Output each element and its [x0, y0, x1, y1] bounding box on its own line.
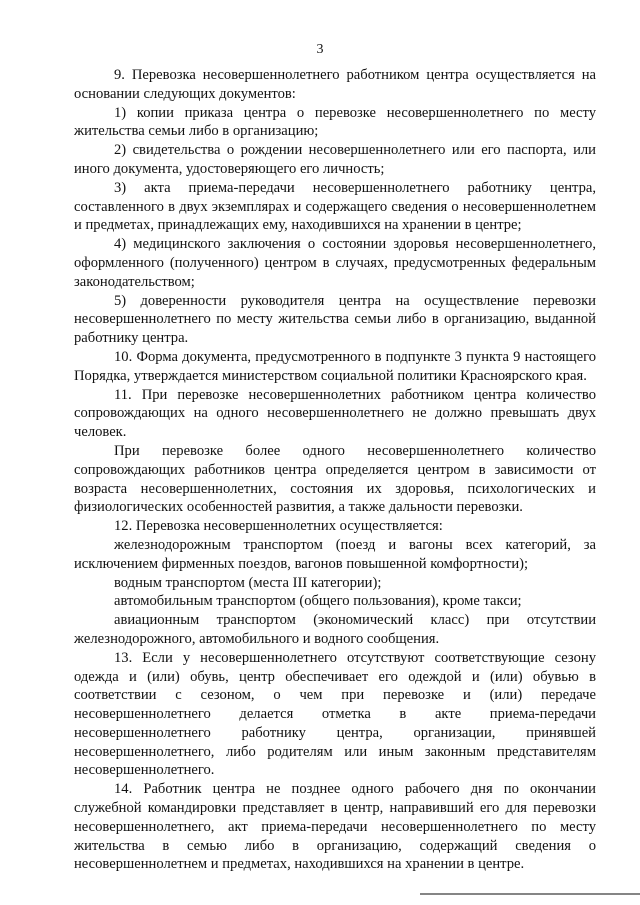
- paragraph-9-item-3: 3) акта приема-передачи несовершеннолетнего работнику центра, составленного в двух экземплярах и содержащего сведения о несовершеннолетнем и предметах, принадлежащих ему, находившихся на хранении в центре;: [74, 179, 596, 234]
- paragraph-12-air: авиационным транспортом (экономический класс) при отсутствии железнодорожного, автомобильного и водного сообщения.: [74, 612, 596, 647]
- paragraph-9-item-2: 2) свидетельства о рождении несовершеннолетнего или его паспорта, или иного документа, удостоверяющего его личность;: [74, 142, 596, 177]
- paragraph-11: 11. При перевозке несовершеннолетних работником центра количество сопровождающих на одного несовершеннолетнего не должно превышать двух человек.: [74, 386, 596, 441]
- paragraph-11-continued: При перевозке более одного несовершеннолетнего количество сопровождающих работников центра определяется центром в зависимости от возраста несовершеннолетних, состояния их здоровья, психологических и физиологических особенностей развития, а также дальности перевозки.: [74, 442, 596, 516]
- paragraph-12-road: автомобильным транспортом (общего пользования), кроме такси;: [114, 593, 522, 610]
- paragraph-12-rail: железнодорожным транспортом (поезд и вагоны всех категорий, за исключением фирменных поездов, вагонов повышенной комфортности);: [74, 536, 596, 572]
- paragraph-13: 13. Если у несовершеннолетнего отсутствуют соответствующие сезону одежда и (или) обувь, центр обеспечивает его одеждой и (или) обувью в соответствии с сезоном, о чем при перевозке и (или) передаче несовершеннолетнего делается отметка в акте приема-передачи несовершеннолетнего работнику центра, организации, принявшей несовершеннолетнего, либо родителям или иным законным представителям несовершеннолетнего.: [74, 649, 596, 779]
- paragraph-9-item-5: 5) доверенности руководителя центра на осуществление перевозки несовершеннолетнего по месту жительства семьи либо в организацию, выданной работнику центра.: [74, 292, 596, 347]
- paragraph-9-intro: 9. Перевозка несовершеннолетнего работником центра осуществляется на основании следующих документов:: [74, 67, 596, 102]
- document-body: [74, 66, 596, 874]
- paragraph-9-item-1: 1) копии приказа центра о перевозке несовершеннолетнего по месту жительства семьи либо в организацию;: [74, 104, 596, 140]
- paragraph-9-item-4: 4) медицинского заключения о состоянии здоровья несовершеннолетнего, оформленного (полученного) центром в случаях, предусмотренных федеральным законодательством;: [74, 236, 596, 290]
- page-number: 3: [316, 42, 324, 57]
- paragraph-10: 10. Форма документа, предусмотренного в подпункте 3 пункта 9 настоящего Порядка, утверждается министерством социальной политики Красноярского края.: [74, 348, 596, 384]
- paragraph-14: 14. Работник центра не позднее одного рабочего дня по окончании служебной командировки представляет в центр, направивший его для перевозки несовершеннолетнего, акт приема-передачи несовершеннолетнего по месту жительства в семью либо в организацию, содержащий сведения о несовершеннолетнем и предметах, находившихся на хранении в центре.: [74, 781, 596, 873]
- paragraph-12: 12. Перевозка несовершеннолетних осуществляется:: [114, 518, 443, 535]
- paragraph-12-water: водным транспортом (места III категории);: [114, 574, 382, 591]
- scan-edge-line: [420, 893, 640, 895]
